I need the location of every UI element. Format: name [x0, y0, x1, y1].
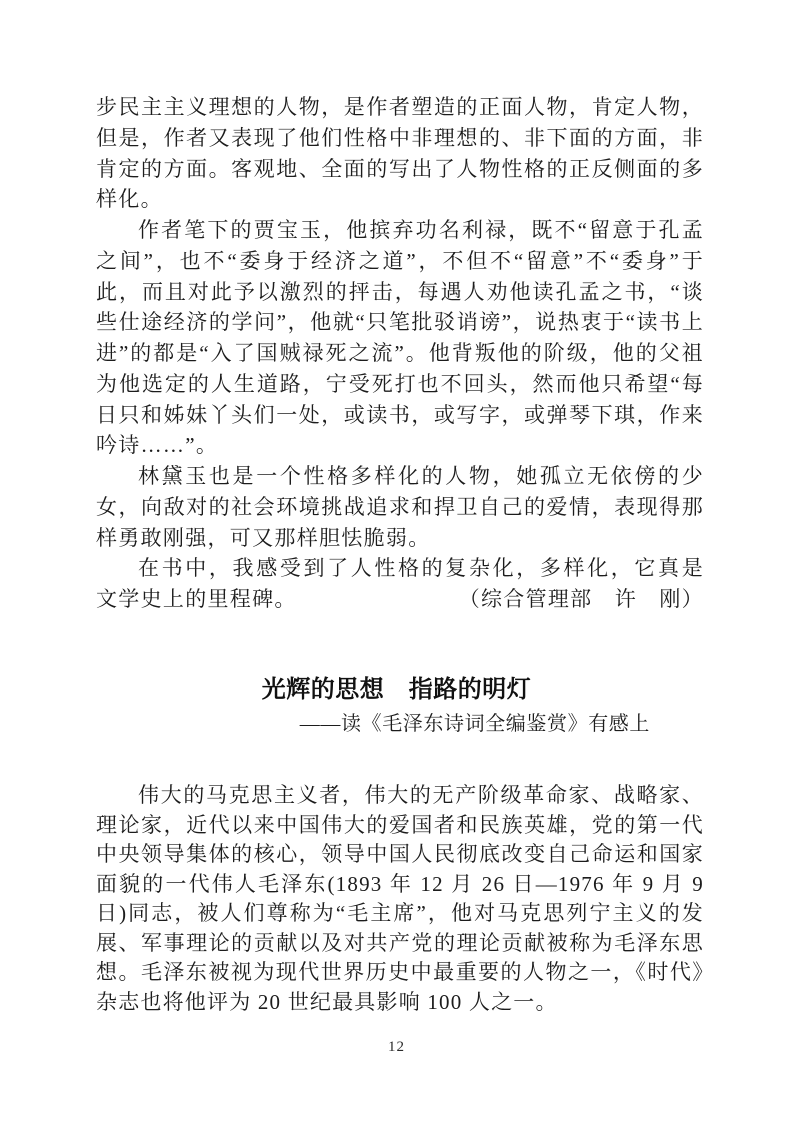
essay-2-subtitle: ——读《毛泽东诗词全编鉴赏》有感上 [299, 713, 650, 735]
body-paragraph: 在书中，我感受到了人性格的复杂化，多样化，它真是 [138, 556, 704, 581]
body-paragraph: 步民主主义理想的人物，是作者塑造的正面人物，肯定人物，但是，作者又表现了他们性格中非理想的、非下面的方面，非肯定的方面。客观地、全面的写出了人物性格的正反侧面的多样化。 [96, 95, 704, 212]
author-attribution: （综合管理部 许 刚） [458, 587, 704, 611]
closing-line-row [96, 584, 704, 615]
body-paragraph: 作者笔下的贾宝玉，他摈弃功名利禄，既不“留意于孔孟之间”，也不“委身于经济之道”，不但不“留意”不“委身”于此，而且对此予以激烈的抨击，每遇人劝他读孔孟之书，“谈些仕途经济的学问”，他就“只笔批驳诮谤”，说热衷于“读书上进”的都是“入了国贼禄死之流”。他背叛他的阶级，他的父祖为他选定的人生道路，宁受死打也不回头，然而他只希望“每日只和姊妹丫头们一处，或读书，或写字，或弹琴下琪，作来吟诗……”。 [96, 218, 704, 458]
closing-line-text: 文学史上的里程碑。 [96, 587, 297, 611]
essay-2-title: 光辉的思想 指路的明灯 [261, 676, 532, 703]
body-paragraph: 伟大的马克思主义者，伟大的无产阶级革命家、战略家、理论家，近代以来中国伟大的爱国者和民族英雄，党的第一代中央领导集体的核心，领导中国人民彻底改变自己命运和国家面貌的一代伟人毛泽东(1893 年 12 月 26 日—1976 年 9 月 9 日)同志，被人们尊称为“毛主席”，他对马克思列宁主义的发展、军事理论的贡献以及对共产党的理论贡献被称为毛泽东思想。毛泽东被视为现代世界历史中最重要的人物之一，《时代》杂志也将他评为 20 世纪最具影响 100 人之一。 [96, 783, 704, 1014]
page-number: 12 [388, 1039, 405, 1055]
essay-2-body [96, 781, 704, 1017]
body-paragraph: 林黛玉也是一个性格多样化的人物，她孤立无依傍的少女，向敌对的社会环境挑战追求和捍卫自己的爱情，表现得那样勇敢刚强，可又那样胆怯脆弱。 [96, 464, 704, 550]
essay-1-body [96, 92, 704, 615]
